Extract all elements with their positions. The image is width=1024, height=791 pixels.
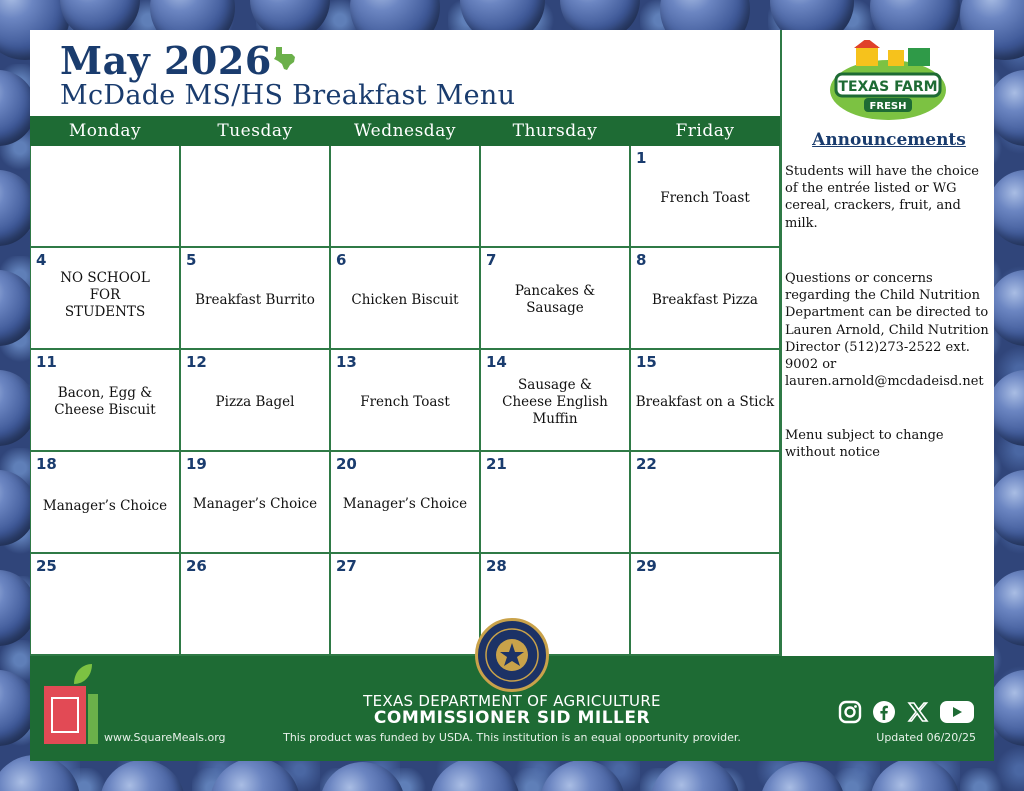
calendar-day bbox=[181, 554, 331, 656]
day-number: 27 bbox=[336, 557, 357, 575]
menu-item bbox=[485, 452, 625, 552]
calendar-day bbox=[181, 248, 331, 350]
updated-date: Updated 06/20/25 bbox=[876, 731, 976, 744]
texas-state-icon bbox=[270, 44, 298, 72]
day-number: 4 bbox=[36, 251, 47, 269]
announcement-choice: Students will have the choice of the entrée listed or WG cereal, crackers, fruit, and milk. bbox=[785, 164, 979, 231]
x-icon[interactable] bbox=[906, 700, 930, 728]
menu-item: Breakfast Burrito bbox=[195, 291, 315, 308]
calendar-day bbox=[181, 146, 331, 248]
day-number: 1 bbox=[636, 149, 647, 167]
weekday-monday: Monday bbox=[68, 121, 142, 141]
logo-text-line2: FRESH bbox=[869, 101, 907, 112]
weekday-tuesday: Tuesday bbox=[217, 121, 293, 141]
calendar-day bbox=[631, 452, 781, 554]
weekday-header bbox=[30, 116, 780, 146]
menu-item: Breakfast Pizza bbox=[652, 291, 758, 308]
menu-item bbox=[485, 146, 625, 246]
facebook-icon[interactable] bbox=[872, 700, 896, 728]
day-number: 20 bbox=[336, 455, 357, 473]
weekday-friday: Friday bbox=[675, 121, 735, 141]
calendar-day bbox=[631, 248, 781, 350]
menu-item: Breakfast on a Stick bbox=[635, 393, 775, 410]
announcement-disclaimer: Menu subject to change without notice bbox=[785, 428, 944, 461]
menu-item: Sausage & Cheese English Muffin bbox=[502, 376, 608, 427]
calendar-day bbox=[481, 452, 631, 554]
social-links bbox=[838, 700, 974, 728]
calendar bbox=[30, 116, 780, 656]
logo-text-line1: TEXAS FARM bbox=[838, 79, 938, 95]
menu-item bbox=[35, 554, 175, 654]
commissioner-name: COMMISSIONER SID MILLER bbox=[373, 708, 651, 728]
day-number: 13 bbox=[336, 353, 357, 371]
menu-item: Pancakes & Sausage bbox=[514, 283, 596, 316]
menu-item: French Toast bbox=[660, 189, 750, 206]
day-number: 7 bbox=[486, 251, 497, 269]
calendar-day bbox=[331, 248, 481, 350]
calendar-day bbox=[31, 146, 181, 248]
square-meals-link[interactable]: www.SquareMeals.org bbox=[104, 731, 226, 744]
calendar-day bbox=[481, 146, 631, 248]
menu-item bbox=[635, 452, 775, 552]
calendar-day bbox=[631, 146, 781, 248]
day-number: 21 bbox=[486, 455, 507, 473]
day-number: 29 bbox=[636, 557, 657, 575]
seal-star-icon bbox=[478, 621, 546, 689]
calendar-day bbox=[331, 146, 481, 248]
day-number: 12 bbox=[186, 353, 207, 371]
menu-item bbox=[35, 146, 175, 246]
calendar-day bbox=[481, 248, 631, 350]
calendar-day bbox=[481, 350, 631, 452]
menu-card bbox=[30, 30, 994, 761]
day-number: 6 bbox=[336, 251, 347, 269]
menu-item bbox=[185, 146, 325, 246]
calendar-day bbox=[31, 350, 181, 452]
calendar-day bbox=[331, 554, 481, 656]
menu-item: Manager’s Choice bbox=[342, 495, 468, 512]
day-number: 5 bbox=[186, 251, 197, 269]
menu-item: Manager’s Choice bbox=[42, 497, 168, 514]
menu-item bbox=[185, 554, 325, 654]
day-number: 22 bbox=[636, 455, 657, 473]
calendar-day bbox=[181, 452, 331, 554]
youtube-icon[interactable] bbox=[940, 700, 974, 728]
calendar-grid bbox=[30, 146, 780, 656]
month-title: May 2026 bbox=[60, 38, 272, 83]
tda-seal bbox=[475, 618, 549, 692]
menu-item: Manager’s Choice bbox=[192, 495, 318, 512]
day-number: 19 bbox=[186, 455, 207, 473]
calendar-day bbox=[331, 452, 481, 554]
tda-name: TEXAS DEPARTMENT OF AGRICULTURE bbox=[363, 692, 661, 710]
announcements-panel bbox=[780, 30, 994, 656]
day-number: 18 bbox=[36, 455, 57, 473]
menu-subtitle: McDade MS/HS Breakfast Menu bbox=[60, 80, 516, 111]
calendar-day bbox=[631, 350, 781, 452]
calendar-day bbox=[31, 452, 181, 554]
day-number: 25 bbox=[36, 557, 57, 575]
day-number: 11 bbox=[36, 353, 57, 371]
menu-item: Bacon, Egg & Cheese Biscuit bbox=[54, 385, 156, 418]
menu-item: French Toast bbox=[360, 393, 450, 410]
menu-item bbox=[335, 554, 475, 654]
menu-item bbox=[635, 554, 775, 654]
day-number: 26 bbox=[186, 557, 207, 575]
menu-item: Pizza Bagel bbox=[215, 393, 295, 410]
calendar-day bbox=[181, 350, 331, 452]
weekday-wednesday: Wednesday bbox=[354, 121, 456, 141]
announcements-title: Announcements bbox=[812, 130, 966, 150]
calendar-day bbox=[631, 554, 781, 656]
menu-item: NO SCHOOL FOR STUDENTS bbox=[60, 270, 150, 320]
announcement-contact: Questions or concerns regarding the Child Nutrition Department can be directed to Lauren Arnold, Child Nutrition Director (512)273-2522 ext. 9002 or lauren.arnold@mcdadeisd.net bbox=[785, 271, 989, 390]
instagram-icon[interactable] bbox=[838, 700, 862, 728]
calendar-day bbox=[31, 248, 181, 350]
day-number: 15 bbox=[636, 353, 657, 371]
texas-farm-fresh-logo bbox=[826, 40, 950, 124]
day-number: 28 bbox=[486, 557, 507, 575]
weekday-thursday: Thursday bbox=[512, 121, 598, 141]
calendar-day bbox=[331, 350, 481, 452]
usda-disclaimer: This product was funded by USDA. This institution is an equal opportunity provider. bbox=[283, 731, 741, 744]
day-number: 14 bbox=[486, 353, 507, 371]
calendar-day bbox=[31, 554, 181, 656]
day-number: 8 bbox=[636, 251, 647, 269]
menu-item: Chicken Biscuit bbox=[351, 291, 459, 308]
menu-item bbox=[335, 146, 475, 246]
